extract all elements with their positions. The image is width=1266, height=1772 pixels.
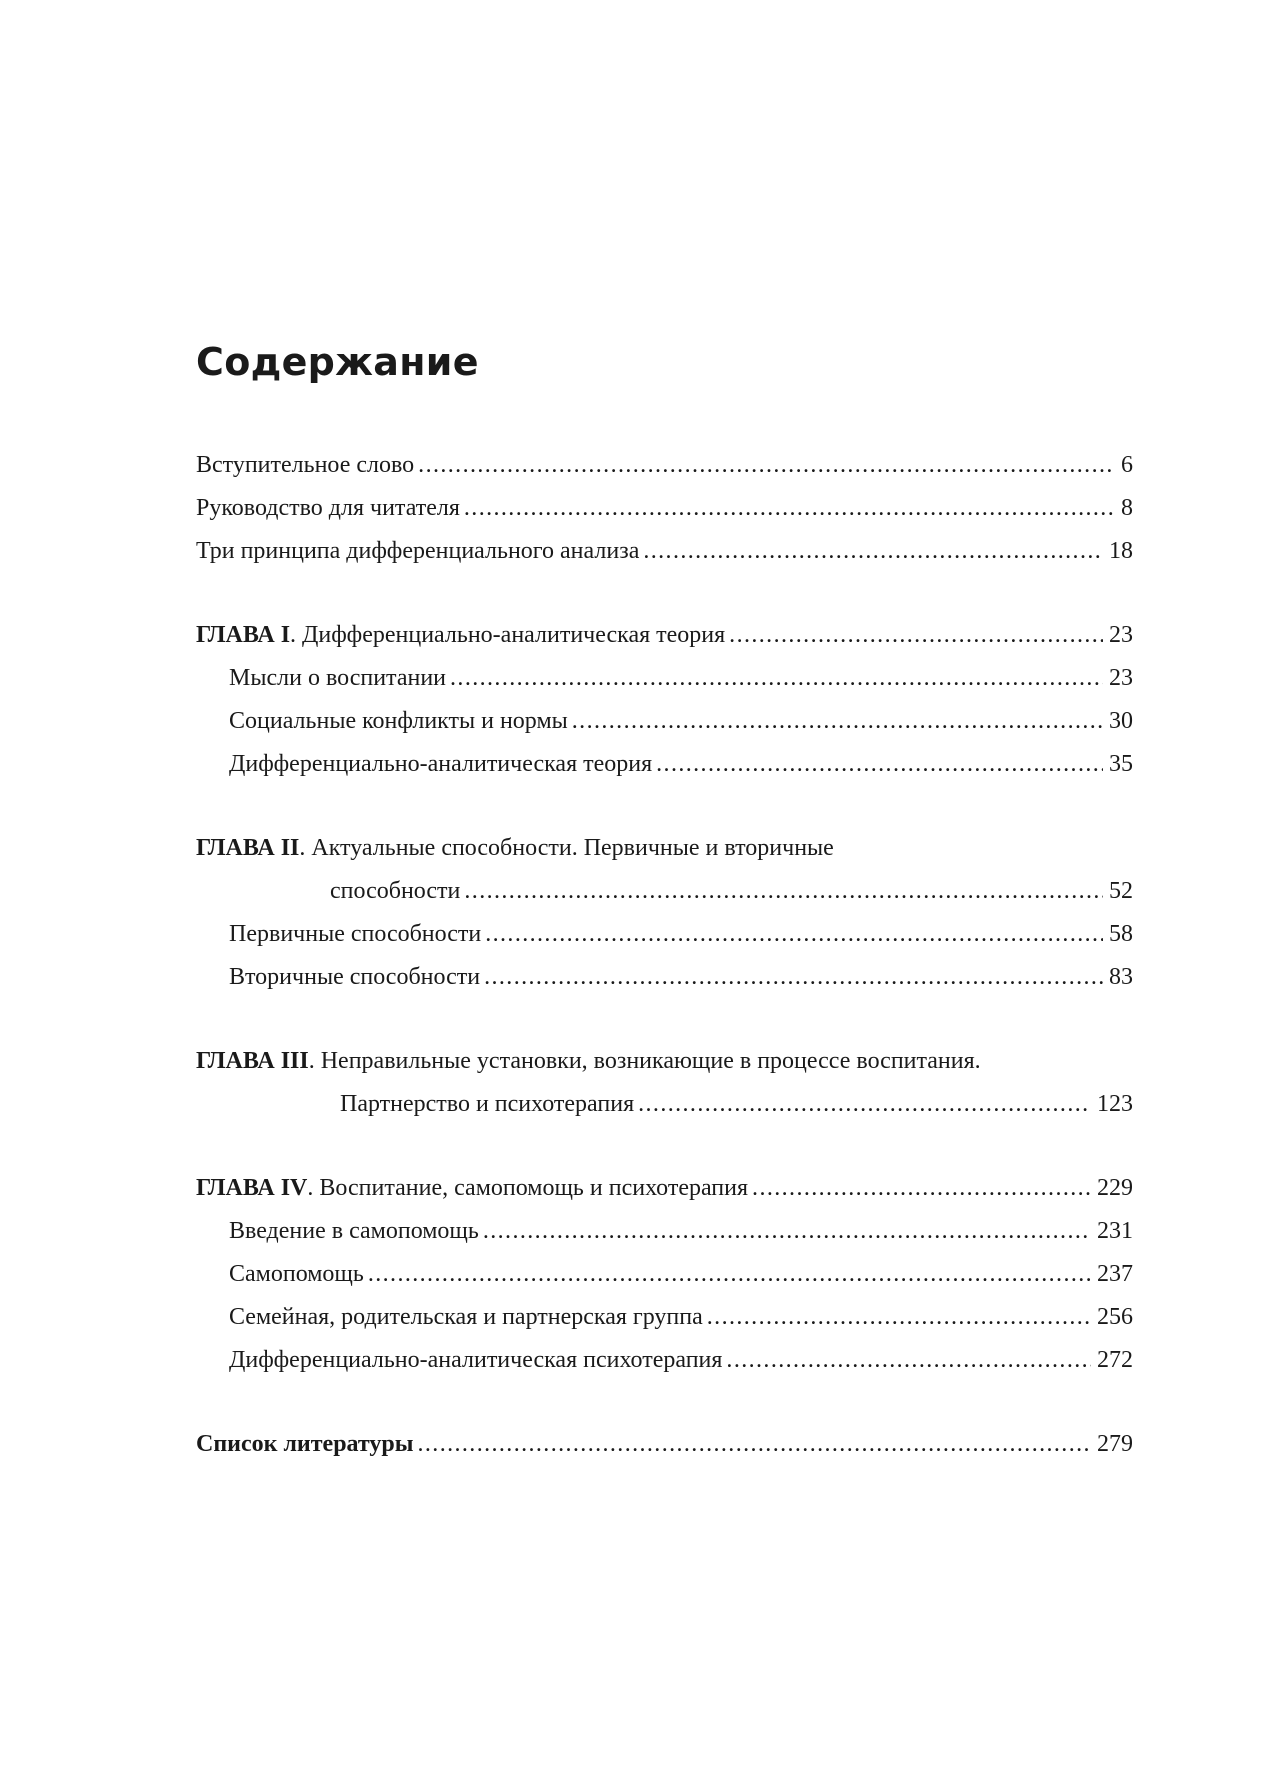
chapter-title: . Неправильные установки, возникающие в процессе воспитания. [308, 1048, 981, 1074]
toc-entry[interactable] [196, 914, 1133, 954]
leader-dots [418, 445, 1115, 485]
toc-page-number: 279 [1097, 1431, 1133, 1457]
toc-page-number: 18 [1109, 538, 1133, 564]
toc-page-number: 237 [1097, 1261, 1133, 1287]
toc-page-number: 23 [1109, 622, 1133, 648]
leader-dots [638, 1084, 1091, 1124]
toc-entry-label: Дифференциально-аналитическая психотерапия [229, 1347, 723, 1373]
toc-page-number: 229 [1097, 1175, 1133, 1201]
toc-entry-label: Первичные способности [229, 921, 482, 947]
toc-entry[interactable] [196, 1211, 1133, 1251]
toc-page-number: 272 [1097, 1347, 1133, 1373]
toc-entry-reader-guide[interactable] [196, 488, 1133, 528]
toc-entry-label: Вступительное слово [196, 452, 415, 478]
toc-entry-label: Дифференциально-аналитическая теория [229, 751, 653, 777]
toc-entry-label: Введение в самопомощь [229, 1218, 479, 1244]
chapter-title: . Воспитание, самопомощь и психотерапия [307, 1175, 749, 1201]
toc-entry[interactable] [196, 701, 1133, 741]
toc-chapter-3-heading[interactable] [196, 1041, 1133, 1081]
chapter-number: ГЛАВА I [196, 622, 291, 648]
leader-dots [368, 1254, 1091, 1294]
chapter-title: . Актуальные способности. Первичные и вторичные [299, 835, 834, 861]
toc-chapter-heading [196, 615, 725, 655]
chapter-title-continuation: способности [330, 878, 461, 904]
toc-page-number: 231 [1097, 1218, 1133, 1244]
bibliography-label: Список литературы [196, 1431, 414, 1457]
chapter-number: ГЛАВА II [196, 835, 300, 861]
toc-page-number: 30 [1109, 708, 1133, 734]
toc-chapter-heading [196, 828, 834, 868]
toc-page-number: 23 [1109, 665, 1133, 691]
toc-entry-label: Три принципа дифференциального анализа [196, 538, 640, 564]
toc-entry-label: Самопомощь [229, 1261, 364, 1287]
toc-entry[interactable] [196, 1340, 1133, 1380]
leader-dots [726, 1340, 1091, 1380]
toc-entry-label [196, 1424, 414, 1464]
toc-chapter-3[interactable] [196, 1084, 1133, 1124]
toc-entry-three-principles[interactable] [196, 531, 1133, 571]
toc-chapter-heading [196, 1041, 981, 1081]
toc-chapter-heading [196, 1168, 748, 1208]
page-title: Содержание [196, 340, 479, 384]
leader-dots [572, 701, 1103, 741]
leader-dots [464, 488, 1115, 528]
toc-page-number: 35 [1109, 751, 1133, 777]
toc-entry[interactable] [196, 744, 1133, 784]
leader-dots [656, 744, 1103, 784]
toc-entry[interactable] [196, 1254, 1133, 1294]
leader-dots [484, 957, 1103, 997]
toc-entry[interactable] [196, 1297, 1133, 1337]
toc-page-number: 83 [1109, 964, 1133, 990]
leader-dots [752, 1168, 1091, 1208]
toc-entry-label: Социальные конфликты и нормы [229, 708, 568, 734]
leader-dots [418, 1424, 1092, 1464]
toc-chapter-2[interactable] [196, 871, 1133, 911]
chapter-number: ГЛАВА IV [196, 1175, 308, 1201]
leader-dots [643, 531, 1103, 571]
toc-entry-bibliography[interactable] [196, 1424, 1133, 1464]
leader-dots [707, 1297, 1091, 1337]
leader-dots [729, 615, 1103, 655]
leader-dots [485, 914, 1103, 954]
chapter-title-continuation: Партнерство и психотерапия [340, 1091, 635, 1117]
toc-entry-foreword[interactable] [196, 445, 1133, 485]
toc-chapter-4[interactable] [196, 1168, 1133, 1208]
toc-page-number: 123 [1097, 1091, 1133, 1117]
leader-dots [464, 871, 1103, 911]
toc-page-number: 8 [1121, 495, 1133, 521]
chapter-title: . Дифференциально-аналитическая теория [290, 622, 726, 648]
toc-page-number: 52 [1109, 878, 1133, 904]
toc-entry-label: Руководство для читателя [196, 495, 460, 521]
toc-page-number: 256 [1097, 1304, 1133, 1330]
toc-page-number: 58 [1109, 921, 1133, 947]
toc-entry-label: Мысли о воспитании [229, 665, 447, 691]
toc-entry[interactable] [196, 957, 1133, 997]
toc-entry[interactable] [196, 658, 1133, 698]
toc-chapter-1[interactable] [196, 615, 1133, 655]
toc-entry-label: Вторичные способности [229, 964, 481, 990]
toc-page-number: 6 [1121, 452, 1133, 478]
toc-chapter-2-heading[interactable] [196, 828, 1133, 868]
leader-dots [483, 1211, 1091, 1251]
leader-dots [450, 658, 1103, 698]
toc-entry-label: Семейная, родительская и партнерская группа [229, 1304, 703, 1330]
chapter-number: ГЛАВА III [196, 1048, 309, 1074]
